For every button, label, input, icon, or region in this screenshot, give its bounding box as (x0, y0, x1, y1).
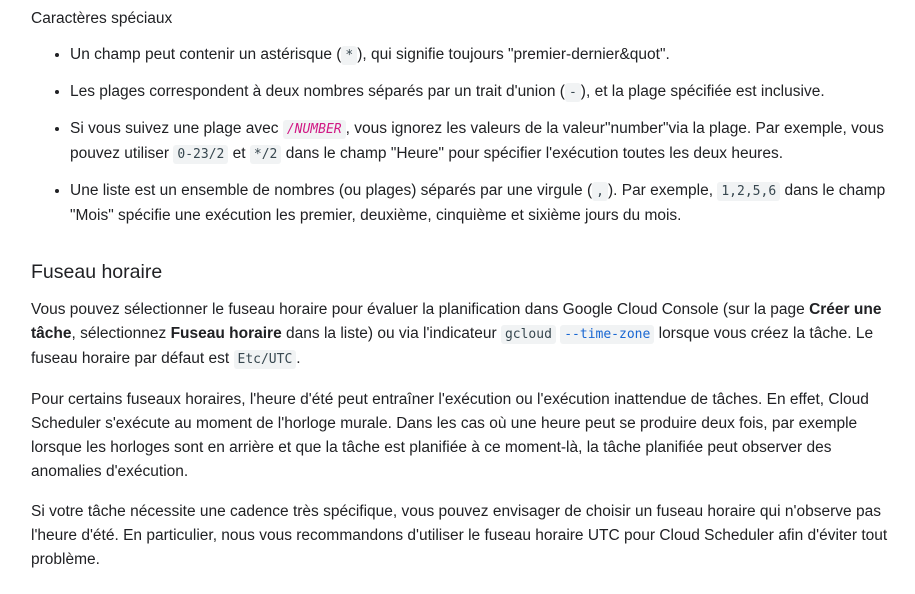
text: ), qui signifie toujours "premier-dernier&quot". (357, 46, 670, 63)
text: Une liste est un ensemble de nombres (ou plages) séparés par une virgule ( (70, 182, 593, 199)
text: Un champ peut contenir un astérisque ( (70, 46, 342, 63)
list-item-range (70, 80, 895, 105)
code-comma: , (592, 182, 608, 201)
text: . (296, 350, 301, 367)
code-gcloud: gcloud (501, 325, 556, 344)
code-star-step: */2 (250, 145, 281, 164)
special-characters-list (31, 43, 895, 228)
bold-timezone: Fuseau horaire (170, 325, 282, 342)
code-list-example: 1,2,5,6 (717, 182, 780, 201)
code-number-var: /NUMBER (283, 120, 346, 139)
text: Les plages correspondent à deux nombres séparés par un trait d'union ( (70, 83, 565, 100)
code-etc-utc: Etc/UTC (234, 350, 297, 369)
timezone-heading: Fuseau horaire (31, 261, 163, 283)
bold-create-task: Créer une tâche (31, 301, 882, 342)
text: dans le champ "Heure" pour spécifier l'exécution toutes les deux heures. (281, 145, 784, 162)
text: , sélectionnez (71, 325, 171, 342)
text: ). Par exemple, (607, 182, 718, 199)
special-characters-heading: Caractères spéciaux (31, 10, 173, 27)
code-hyphen: - (565, 83, 581, 102)
text: et (228, 145, 250, 162)
timezone-paragraph-1 (31, 298, 895, 372)
text: Si vous suivez une plage avec (70, 120, 283, 137)
text: dans la liste) ou via l'indicateur (281, 325, 501, 342)
text: dans le champ "Mois" spécifie une exécution les premier, deuxième, cinquième et sixième jours du mois. (70, 182, 886, 224)
text: , vous ignorez les valeurs de la valeur"number"via la plage. Par exemple, vous pouvez utiliser (70, 120, 884, 162)
code-time-zone-flag: --time-zone (560, 325, 654, 344)
code-range-step: 0-23/2 (173, 145, 228, 164)
timezone-paragraph-2: Pour certains fuseaux horaires, l'heure d'été peut entraîner l'exécution ou l'exécution inattendue de tâches. En effet, Cloud Scheduler s'exécute au moment de l'horloge murale. Dans les cas où une heure peut se produire deux fois, par exemple lorsque les horloges sont en arrière et que la tâche est planifiée à ce moment-là, la tâche planifiée peut observer des anomalies d'exécution. (31, 391, 869, 480)
list-item-step (70, 117, 895, 167)
text: lorsque vous créez la tâche. Le fuseau horaire par défaut est (31, 325, 874, 367)
timezone-paragraph-3: Si votre tâche nécessite une cadence très spécifique, vous pouvez envisager de choisir un fuseau horaire qui n'observe pas l'heure d'été. En particulier, nous vous recommandons d'utiliser le fuseau horaire UTC pour Cloud Scheduler afin d'éviter tout problème. (31, 503, 888, 568)
text: Vous pouvez sélectionner le fuseau horaire pour évaluer la planification dans Google Cloud Console (sur la page (31, 301, 810, 318)
code-asterisk: * (341, 46, 357, 65)
list-item-list (70, 179, 895, 228)
text: ), et la plage spécifiée est inclusive. (580, 83, 825, 100)
list-item-asterisk (70, 43, 895, 68)
